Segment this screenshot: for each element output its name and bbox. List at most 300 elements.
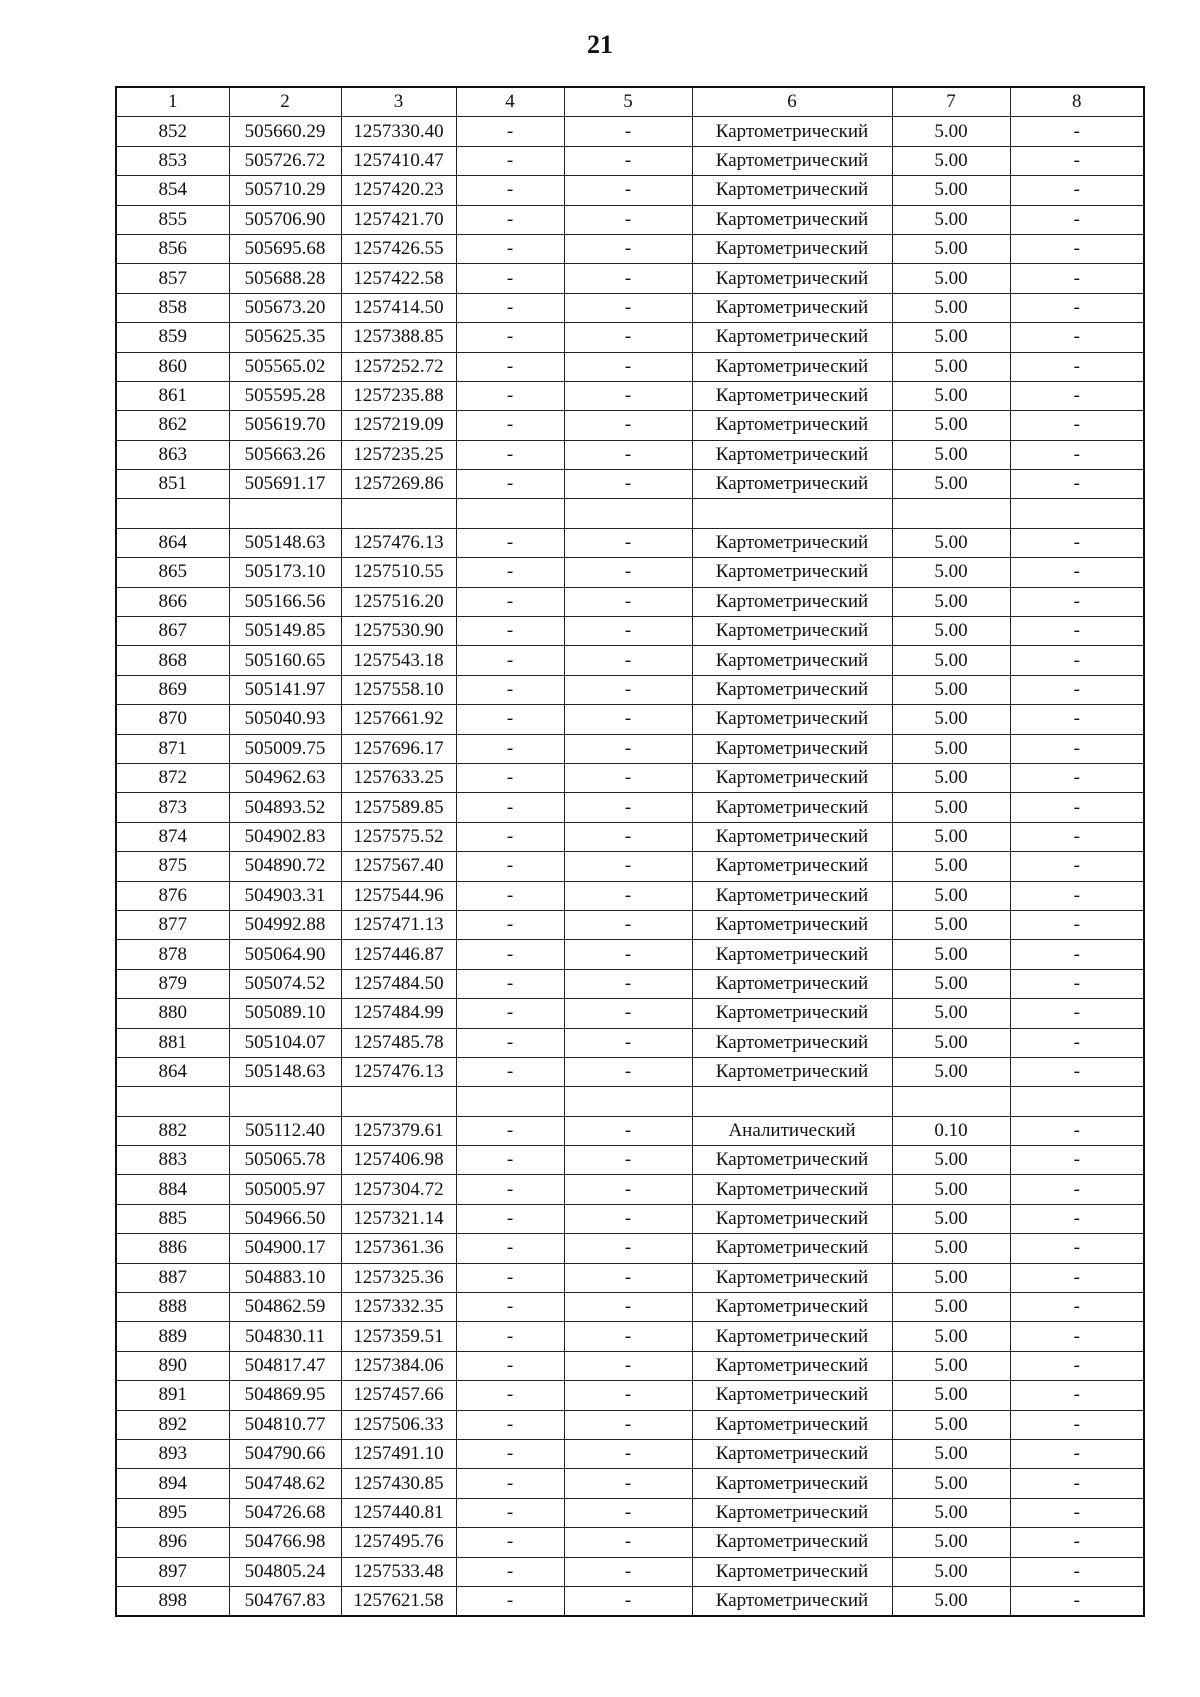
x-coordinate-cell [229, 499, 341, 528]
table-row [116, 293, 1144, 322]
y-coordinate-cell: 1257457.66 [341, 1381, 456, 1410]
col8-cell: - [1010, 1175, 1144, 1204]
x-coordinate-cell: 505065.78 [229, 1146, 341, 1175]
accuracy-cell: 5.00 [892, 587, 1010, 616]
method-cell: Картометрический [692, 881, 892, 910]
y-coordinate-cell: 1257440.81 [341, 1498, 456, 1527]
col4-cell: - [456, 411, 564, 440]
col8-cell: - [1010, 205, 1144, 234]
method-cell: Картометрический [692, 264, 892, 293]
table-row [116, 705, 1144, 734]
col5-cell: - [564, 146, 692, 175]
point-number-cell: 864 [116, 1057, 229, 1086]
table-row [116, 1557, 1144, 1586]
accuracy-cell: 5.00 [892, 1322, 1010, 1351]
method-cell: Картометрический [692, 470, 892, 499]
point-number-cell: 879 [116, 969, 229, 998]
y-coordinate-cell: 1257506.33 [341, 1410, 456, 1439]
table-row [116, 1439, 1144, 1468]
col8-cell: - [1010, 910, 1144, 939]
y-coordinate-cell: 1257476.13 [341, 1057, 456, 1086]
method-cell: Картометрический [692, 558, 892, 587]
table-row [116, 1087, 1144, 1116]
y-coordinate-cell: 1257484.99 [341, 999, 456, 1028]
col5-cell: - [564, 1234, 692, 1263]
x-coordinate-cell: 504966.50 [229, 1204, 341, 1233]
accuracy-cell: 5.00 [892, 1439, 1010, 1468]
point-number-cell: 871 [116, 734, 229, 763]
x-coordinate-cell: 504900.17 [229, 1234, 341, 1263]
header-row [116, 87, 1144, 117]
y-coordinate-cell: 1257359.51 [341, 1322, 456, 1351]
y-coordinate-cell: 1257446.87 [341, 940, 456, 969]
col8-cell: - [1010, 293, 1144, 322]
col4-cell: - [456, 323, 564, 352]
accuracy-cell: 5.00 [892, 1557, 1010, 1586]
col4-cell: - [456, 1528, 564, 1557]
col4-cell: - [456, 146, 564, 175]
y-coordinate-cell: 1257406.98 [341, 1146, 456, 1175]
y-coordinate-cell: 1257484.50 [341, 969, 456, 998]
col5-cell: - [564, 763, 692, 792]
y-coordinate-cell: 1257575.52 [341, 822, 456, 851]
table-row [116, 734, 1144, 763]
accuracy-cell: 5.00 [892, 1410, 1010, 1439]
x-coordinate-cell: 505040.93 [229, 705, 341, 734]
x-coordinate-cell: 504817.47 [229, 1351, 341, 1380]
accuracy-cell: 5.00 [892, 617, 1010, 646]
x-coordinate-cell: 504883.10 [229, 1263, 341, 1292]
method-cell: Картометрический [692, 1381, 892, 1410]
table-row [116, 940, 1144, 969]
y-coordinate-cell: 1257420.23 [341, 176, 456, 205]
point-number-cell: 861 [116, 381, 229, 410]
y-coordinate-cell: 1257361.36 [341, 1234, 456, 1263]
accuracy-cell: 5.00 [892, 1469, 1010, 1498]
y-coordinate-cell [341, 499, 456, 528]
y-coordinate-cell: 1257330.40 [341, 117, 456, 146]
x-coordinate-cell: 504790.66 [229, 1439, 341, 1468]
table-row [116, 1234, 1144, 1263]
column-header: 7 [892, 87, 1010, 117]
col8-cell: - [1010, 793, 1144, 822]
col5-cell: - [564, 1293, 692, 1322]
method-cell: Картометрический [692, 822, 892, 851]
accuracy-cell: 5.00 [892, 470, 1010, 499]
point-number-cell: 882 [116, 1116, 229, 1145]
col4-cell: - [456, 528, 564, 557]
y-coordinate-cell: 1257235.88 [341, 381, 456, 410]
col5-cell: - [564, 1175, 692, 1204]
col4-cell: - [456, 1234, 564, 1263]
point-number-cell: 892 [116, 1410, 229, 1439]
col8-cell [1010, 1087, 1144, 1116]
coordinates-table [115, 86, 1145, 1617]
y-coordinate-cell: 1257471.13 [341, 910, 456, 939]
col5-cell: - [564, 1146, 692, 1175]
col4-cell: - [456, 587, 564, 616]
col5-cell: - [564, 176, 692, 205]
table-row [116, 1175, 1144, 1204]
col4-cell: - [456, 910, 564, 939]
method-cell: Картометрический [692, 940, 892, 969]
accuracy-cell [892, 1087, 1010, 1116]
col5-cell: - [564, 205, 692, 234]
point-number-cell: 859 [116, 323, 229, 352]
column-header: 8 [1010, 87, 1144, 117]
table-row [116, 381, 1144, 410]
col4-cell: - [456, 1351, 564, 1380]
method-cell: Картометрический [692, 1351, 892, 1380]
table-row [116, 440, 1144, 469]
col4-cell: - [456, 940, 564, 969]
x-coordinate-cell: 505166.56 [229, 587, 341, 616]
col4-cell: - [456, 440, 564, 469]
point-number-cell: 896 [116, 1528, 229, 1557]
col5-cell: - [564, 440, 692, 469]
x-coordinate-cell: 504869.95 [229, 1381, 341, 1410]
table-row [116, 205, 1144, 234]
col5-cell: - [564, 264, 692, 293]
col4-cell: - [456, 1057, 564, 1086]
table-row [116, 617, 1144, 646]
col5-cell: - [564, 558, 692, 587]
accuracy-cell: 5.00 [892, 646, 1010, 675]
x-coordinate-cell: 505695.68 [229, 234, 341, 263]
method-cell: Картометрический [692, 793, 892, 822]
col8-cell: - [1010, 1381, 1144, 1410]
y-coordinate-cell: 1257426.55 [341, 234, 456, 263]
col4-cell: - [456, 1146, 564, 1175]
method-cell: Картометрический [692, 205, 892, 234]
accuracy-cell: 5.00 [892, 999, 1010, 1028]
accuracy-cell: 5.00 [892, 1146, 1010, 1175]
table-row [116, 470, 1144, 499]
column-header: 6 [692, 87, 892, 117]
accuracy-cell: 5.00 [892, 1381, 1010, 1410]
point-number-cell: 875 [116, 852, 229, 881]
x-coordinate-cell: 505064.90 [229, 940, 341, 969]
y-coordinate-cell [341, 1087, 456, 1116]
y-coordinate-cell: 1257321.14 [341, 1204, 456, 1233]
y-coordinate-cell: 1257516.20 [341, 587, 456, 616]
y-coordinate-cell: 1257476.13 [341, 528, 456, 557]
x-coordinate-cell: 505565.02 [229, 352, 341, 381]
col8-cell: - [1010, 969, 1144, 998]
table-row [116, 969, 1144, 998]
page-number: 21 [587, 30, 613, 59]
point-number-cell: 857 [116, 264, 229, 293]
col4-cell: - [456, 1439, 564, 1468]
y-coordinate-cell: 1257332.35 [341, 1293, 456, 1322]
col5-cell: - [564, 1469, 692, 1498]
accuracy-cell: 5.00 [892, 1263, 1010, 1292]
y-coordinate-cell: 1257633.25 [341, 763, 456, 792]
table-row [116, 176, 1144, 205]
column-header: 1 [116, 87, 229, 117]
col5-cell: - [564, 999, 692, 1028]
method-cell: Картометрический [692, 910, 892, 939]
accuracy-cell: 5.00 [892, 528, 1010, 557]
table-row [116, 117, 1144, 146]
method-cell: Картометрический [692, 1410, 892, 1439]
col8-cell: - [1010, 1351, 1144, 1380]
col4-cell: - [456, 852, 564, 881]
y-coordinate-cell: 1257422.58 [341, 264, 456, 293]
table-row [116, 1586, 1144, 1616]
accuracy-cell: 5.00 [892, 940, 1010, 969]
table-row [116, 1351, 1144, 1380]
y-coordinate-cell: 1257696.17 [341, 734, 456, 763]
col5-cell: - [564, 852, 692, 881]
point-number-cell: 883 [116, 1146, 229, 1175]
col4-cell: - [456, 293, 564, 322]
col5-cell: - [564, 1204, 692, 1233]
accuracy-cell: 5.00 [892, 117, 1010, 146]
col4-cell: - [456, 1204, 564, 1233]
col8-cell: - [1010, 1146, 1144, 1175]
col4-cell: - [456, 1469, 564, 1498]
point-number-cell: 863 [116, 440, 229, 469]
y-coordinate-cell: 1257491.10 [341, 1439, 456, 1468]
x-coordinate-cell: 505706.90 [229, 205, 341, 234]
method-cell: Картометрический [692, 1204, 892, 1233]
col8-cell: - [1010, 763, 1144, 792]
method-cell: Картометрический [692, 587, 892, 616]
col5-cell: - [564, 881, 692, 910]
point-number-cell: 895 [116, 1498, 229, 1527]
accuracy-cell: 5.00 [892, 734, 1010, 763]
point-number-cell: 873 [116, 793, 229, 822]
col8-cell: - [1010, 352, 1144, 381]
x-coordinate-cell: 505112.40 [229, 1116, 341, 1145]
y-coordinate-cell: 1257558.10 [341, 675, 456, 704]
table-row [116, 499, 1144, 528]
table-row [116, 1322, 1144, 1351]
y-coordinate-cell: 1257510.55 [341, 558, 456, 587]
col4-cell: - [456, 1381, 564, 1410]
accuracy-cell: 5.00 [892, 1293, 1010, 1322]
y-coordinate-cell: 1257544.96 [341, 881, 456, 910]
accuracy-cell: 5.00 [892, 1057, 1010, 1086]
col5-cell: - [564, 1381, 692, 1410]
x-coordinate-cell: 504726.68 [229, 1498, 341, 1527]
col8-cell: - [1010, 1498, 1144, 1527]
y-coordinate-cell: 1257269.86 [341, 470, 456, 499]
point-number-cell: 891 [116, 1381, 229, 1410]
col8-cell: - [1010, 675, 1144, 704]
method-cell: Картометрический [692, 852, 892, 881]
table-row [116, 1528, 1144, 1557]
y-coordinate-cell: 1257421.70 [341, 205, 456, 234]
method-cell: Картометрический [692, 1146, 892, 1175]
point-number-cell: 897 [116, 1557, 229, 1586]
col8-cell: - [1010, 734, 1144, 763]
col8-cell: - [1010, 940, 1144, 969]
table-row [116, 558, 1144, 587]
point-number-cell: 880 [116, 999, 229, 1028]
table-row [116, 1410, 1144, 1439]
y-coordinate-cell: 1257325.36 [341, 1263, 456, 1292]
col5-cell: - [564, 1557, 692, 1586]
col5-cell: - [564, 323, 692, 352]
x-coordinate-cell: 504902.83 [229, 822, 341, 851]
point-number-cell: 878 [116, 940, 229, 969]
x-coordinate-cell: 504903.31 [229, 881, 341, 910]
x-coordinate-cell: 505173.10 [229, 558, 341, 587]
table-row [116, 587, 1144, 616]
col5-cell: - [564, 1057, 692, 1086]
col5-cell: - [564, 675, 692, 704]
col8-cell: - [1010, 1586, 1144, 1616]
y-coordinate-cell: 1257621.58 [341, 1586, 456, 1616]
y-coordinate-cell: 1257410.47 [341, 146, 456, 175]
method-cell: Картометрический [692, 323, 892, 352]
x-coordinate-cell [229, 1087, 341, 1116]
point-number-cell [116, 1087, 229, 1116]
accuracy-cell: 5.00 [892, 1175, 1010, 1204]
table-row [116, 1116, 1144, 1145]
method-cell: Картометрический [692, 705, 892, 734]
col5-cell: - [564, 528, 692, 557]
col5-cell: - [564, 1528, 692, 1557]
method-cell: Картометрический [692, 1057, 892, 1086]
y-coordinate-cell: 1257384.06 [341, 1351, 456, 1380]
x-coordinate-cell: 505691.17 [229, 470, 341, 499]
col4-cell: - [456, 734, 564, 763]
col5-cell: - [564, 470, 692, 499]
accuracy-cell: 5.00 [892, 852, 1010, 881]
y-coordinate-cell: 1257304.72 [341, 1175, 456, 1204]
method-cell: Картометрический [692, 675, 892, 704]
accuracy-cell: 5.00 [892, 381, 1010, 410]
col4-cell: - [456, 1322, 564, 1351]
table-row [116, 411, 1144, 440]
point-number-cell: 860 [116, 352, 229, 381]
method-cell: Картометрический [692, 440, 892, 469]
col4-cell: - [456, 234, 564, 263]
accuracy-cell: 5.00 [892, 1351, 1010, 1380]
accuracy-cell: 5.00 [892, 675, 1010, 704]
method-cell: Картометрический [692, 411, 892, 440]
y-coordinate-cell: 1257543.18 [341, 646, 456, 675]
x-coordinate-cell: 505726.72 [229, 146, 341, 175]
col8-cell: - [1010, 646, 1144, 675]
method-cell: Картометрический [692, 617, 892, 646]
column-header: 4 [456, 87, 564, 117]
table-row [116, 999, 1144, 1028]
col5-cell [564, 499, 692, 528]
table-row [116, 646, 1144, 675]
col4-cell: - [456, 1498, 564, 1527]
x-coordinate-cell: 505619.70 [229, 411, 341, 440]
col4-cell [456, 499, 564, 528]
point-number-cell: 872 [116, 763, 229, 792]
col5-cell: - [564, 1116, 692, 1145]
col8-cell: - [1010, 1116, 1144, 1145]
x-coordinate-cell: 504890.72 [229, 852, 341, 881]
method-cell: Картометрический [692, 1528, 892, 1557]
method-cell: Картометрический [692, 528, 892, 557]
col8-cell: - [1010, 1557, 1144, 1586]
col8-cell: - [1010, 146, 1144, 175]
x-coordinate-cell: 505149.85 [229, 617, 341, 646]
col4-cell: - [456, 646, 564, 675]
col5-cell: - [564, 1028, 692, 1057]
x-coordinate-cell: 504810.77 [229, 1410, 341, 1439]
col8-cell: - [1010, 999, 1144, 1028]
accuracy-cell: 5.00 [892, 1586, 1010, 1616]
accuracy-cell: 5.00 [892, 1028, 1010, 1057]
point-number-cell: 887 [116, 1263, 229, 1292]
x-coordinate-cell: 504862.59 [229, 1293, 341, 1322]
table-row [116, 793, 1144, 822]
col4-cell: - [456, 617, 564, 646]
accuracy-cell: 5.00 [892, 176, 1010, 205]
col4-cell: - [456, 1410, 564, 1439]
col5-cell: - [564, 1586, 692, 1616]
point-number-cell: 889 [116, 1322, 229, 1351]
col5-cell: - [564, 940, 692, 969]
table-row [116, 910, 1144, 939]
point-number-cell: 881 [116, 1028, 229, 1057]
col8-cell: - [1010, 440, 1144, 469]
col4-cell: - [456, 1175, 564, 1204]
table-row [116, 528, 1144, 557]
point-number-cell: 894 [116, 1469, 229, 1498]
col5-cell: - [564, 381, 692, 410]
point-number-cell: 862 [116, 411, 229, 440]
accuracy-cell: 5.00 [892, 763, 1010, 792]
point-number-cell: 858 [116, 293, 229, 322]
accuracy-cell: 5.00 [892, 558, 1010, 587]
point-number-cell: 851 [116, 470, 229, 499]
point-number-cell: 867 [116, 617, 229, 646]
table-row [116, 881, 1144, 910]
point-number-cell: 874 [116, 822, 229, 851]
table-row [116, 852, 1144, 881]
x-coordinate-cell: 505663.26 [229, 440, 341, 469]
col8-cell: - [1010, 1293, 1144, 1322]
col8-cell: - [1010, 117, 1144, 146]
y-coordinate-cell: 1257252.72 [341, 352, 456, 381]
col8-cell: - [1010, 381, 1144, 410]
y-coordinate-cell: 1257533.48 [341, 1557, 456, 1586]
col5-cell [564, 1087, 692, 1116]
method-cell [692, 499, 892, 528]
col4-cell: - [456, 470, 564, 499]
x-coordinate-cell: 505688.28 [229, 264, 341, 293]
col5-cell: - [564, 293, 692, 322]
col8-cell: - [1010, 881, 1144, 910]
col4-cell: - [456, 352, 564, 381]
method-cell: Картометрический [692, 999, 892, 1028]
point-number-cell: 852 [116, 117, 229, 146]
col8-cell: - [1010, 1528, 1144, 1557]
method-cell: Картометрический [692, 969, 892, 998]
y-coordinate-cell: 1257414.50 [341, 293, 456, 322]
col8-cell: - [1010, 1439, 1144, 1468]
y-coordinate-cell: 1257495.76 [341, 1528, 456, 1557]
accuracy-cell: 5.00 [892, 264, 1010, 293]
col8-cell: - [1010, 1204, 1144, 1233]
point-number-cell: 888 [116, 1293, 229, 1322]
method-cell: Картометрический [692, 1498, 892, 1527]
y-coordinate-cell: 1257530.90 [341, 617, 456, 646]
col4-cell: - [456, 793, 564, 822]
column-header: 2 [229, 87, 341, 117]
x-coordinate-cell: 504893.52 [229, 793, 341, 822]
